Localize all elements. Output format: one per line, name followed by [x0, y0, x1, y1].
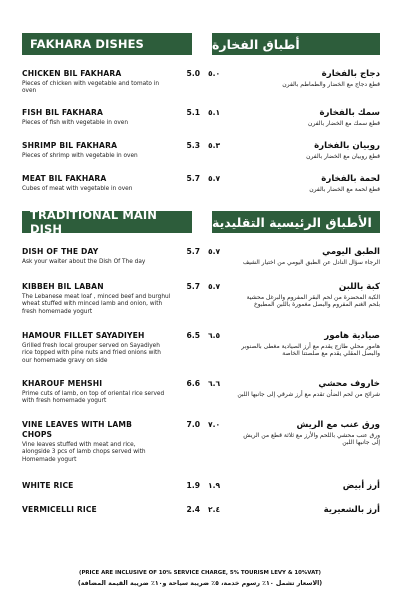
item-price-en: 1.9 [186, 481, 200, 490]
item-desc-en: Pieces of fish with vegetable in oven [22, 120, 129, 126]
item-name-en: VINE LEAVES WITH LAMB CHOPS [22, 420, 133, 439]
item-desc-ar: شرائح من لحم الضأن تقدم مع أرز شرقي إلى جانبها اللبن [237, 390, 380, 398]
item-price-ar: ٦.٦ [208, 379, 221, 388]
section-title-fakhara-ar: أطباق الفخارة [212, 33, 380, 55]
item-name-en: SHRIMP BIL FAKHARA [22, 141, 118, 150]
item-name-ar: ورق عنب مع الريش [296, 420, 380, 430]
item-desc-ar: قطع دجاج مع الخضار والطماطم بالفرن [282, 80, 380, 88]
item-desc-ar: قطع روبيان مع الخضار بالفرن [306, 152, 380, 160]
item-desc-en: Prime cuts of lamb, on top of oriental rice served with fresh homemade yogurt [22, 391, 165, 405]
price-note-ar: (الاسعار تشمل ١٠٪ رسوم خدمة، ٥٪ ضريبة سياحة و١٠٪ ضريبة القيمة المضافة) [77, 580, 323, 587]
item-name-en: HAMOUR FILLET SAYADIYEH [22, 331, 145, 340]
item-desc-en: The Lebanese meat loaf , minced beef and burghul wheat stuffed with minced lamb and onion, with fresh homemade yogurt [22, 294, 171, 315]
item-name-ar: صيادية هامور [324, 331, 380, 341]
item-price-en: 2.4 [186, 505, 200, 514]
item-price-en: 6.5 [186, 331, 200, 340]
section-title-traditional-ar: الأطباق الرئيسية التقليدية [212, 211, 380, 233]
item-price-ar: ٥.٣ [208, 141, 221, 150]
item-price-ar: ٥.٧ [208, 174, 221, 183]
item-price-en: 5.3 [186, 141, 200, 150]
item-name-ar: أرز أبيض [342, 481, 380, 491]
item-desc-ar: هامور محلي طازج يقدم مع أرز الصيادية مغطى بالصنوبر والبصل المقلي يقدم مع صلصتنا الخاصة [241, 342, 380, 358]
item-name-ar: خاروف محشي [318, 379, 380, 389]
item-price-ar: ٥.٧ [208, 247, 221, 256]
price-note-en: (PRICE ARE INCLUSIVE OF 10% SERVICE CHARGE, 5% TOURISM LEVY & 10%VAT) [78, 570, 322, 576]
item-price-ar: ٢.٤ [208, 505, 221, 514]
item-price-en: 5.7 [186, 282, 200, 291]
item-desc-en: Pieces of chicken with vegetable and tomato in oven [22, 81, 160, 95]
item-name-en: FISH BIL FAKHARA [22, 108, 104, 117]
item-price-ar: ٧.٠ [208, 420, 221, 429]
item-desc-ar: الكبة المحضرة من لحم البقر المفروم والبرغل محشية بلحم الغنم المفروم والبصل مغمورة باللبن المطبوخ [246, 293, 380, 309]
item-name-en: DISH OF THE DAY [22, 247, 99, 256]
item-price-en: 7.0 [186, 420, 200, 429]
item-desc-en: Grilled fresh local grouper served on Sayadiyeh rice topped with pine nuts and fried onions with our homemade gravy on side [22, 343, 161, 364]
item-name-ar: سمك بالفخارة [319, 108, 380, 118]
item-desc-en: Pieces of shrimp with vegetable in oven [22, 153, 138, 159]
item-price-ar: ٥.٠ [208, 69, 221, 78]
item-desc-ar: ورق عنب محشي باللحم والأرز مع ثلاثة قطع من الريش إلى جانبها اللبن [243, 431, 380, 447]
item-name-ar: الطبق اليومي [322, 247, 380, 257]
item-name-ar: لحمة بالفخارة [321, 174, 380, 184]
item-name-en: KHAROUF MEHSHI [22, 379, 103, 388]
section-title-fakhara-en: FAKHARA DISHES [22, 33, 192, 55]
item-desc-en: Vine leaves stuffed with meat and rice, alongside 3 pcs of lamb chops served with Homemade yogurt [22, 442, 146, 463]
item-price-en: 6.6 [186, 379, 200, 388]
item-name-en: VERMICELLI RICE [22, 505, 97, 514]
item-desc-en: Ask your waiter about the Dish Of The day [22, 259, 146, 265]
item-desc-en: Cubes of meat with vegetable in oven [22, 186, 133, 192]
item-desc-ar: الرجاء سؤال النادل عن الطبق اليومي من اختيار الشيف [242, 258, 380, 266]
item-name-en: KIBBEH BIL LABAN [22, 282, 104, 291]
item-price-ar: ١.٩ [208, 481, 221, 490]
item-name-en: CHICKEN BIL FAKHARA [22, 69, 122, 78]
item-name-ar: أرز بالشعيرية [323, 505, 380, 515]
item-name-ar: كبة باللبن [338, 282, 380, 292]
item-name-en: WHITE RICE [22, 481, 74, 490]
item-name-ar: دجاج بالفخارة [321, 69, 380, 79]
item-name-en: MEAT BIL FAKHARA [22, 174, 107, 183]
item-price-en: 5.7 [186, 174, 200, 183]
item-desc-ar: قطع سمك مع الخضار بالفرن [308, 119, 380, 127]
item-price-ar: ٦.٥ [208, 331, 221, 340]
item-desc-ar: قطع لحمة مع الخضار بالفرن [309, 185, 380, 193]
item-price-en: 5.0 [186, 69, 200, 78]
item-price-ar: ٥.١ [208, 108, 221, 117]
item-name-ar: روبيان بالفخارة [314, 141, 380, 151]
item-price-en: 5.1 [186, 108, 200, 117]
item-price-ar: ٥.٧ [208, 282, 221, 291]
section-title-traditional-en: TRADITIONAL MAIN DISH [22, 211, 192, 233]
item-price-en: 5.7 [186, 247, 200, 256]
